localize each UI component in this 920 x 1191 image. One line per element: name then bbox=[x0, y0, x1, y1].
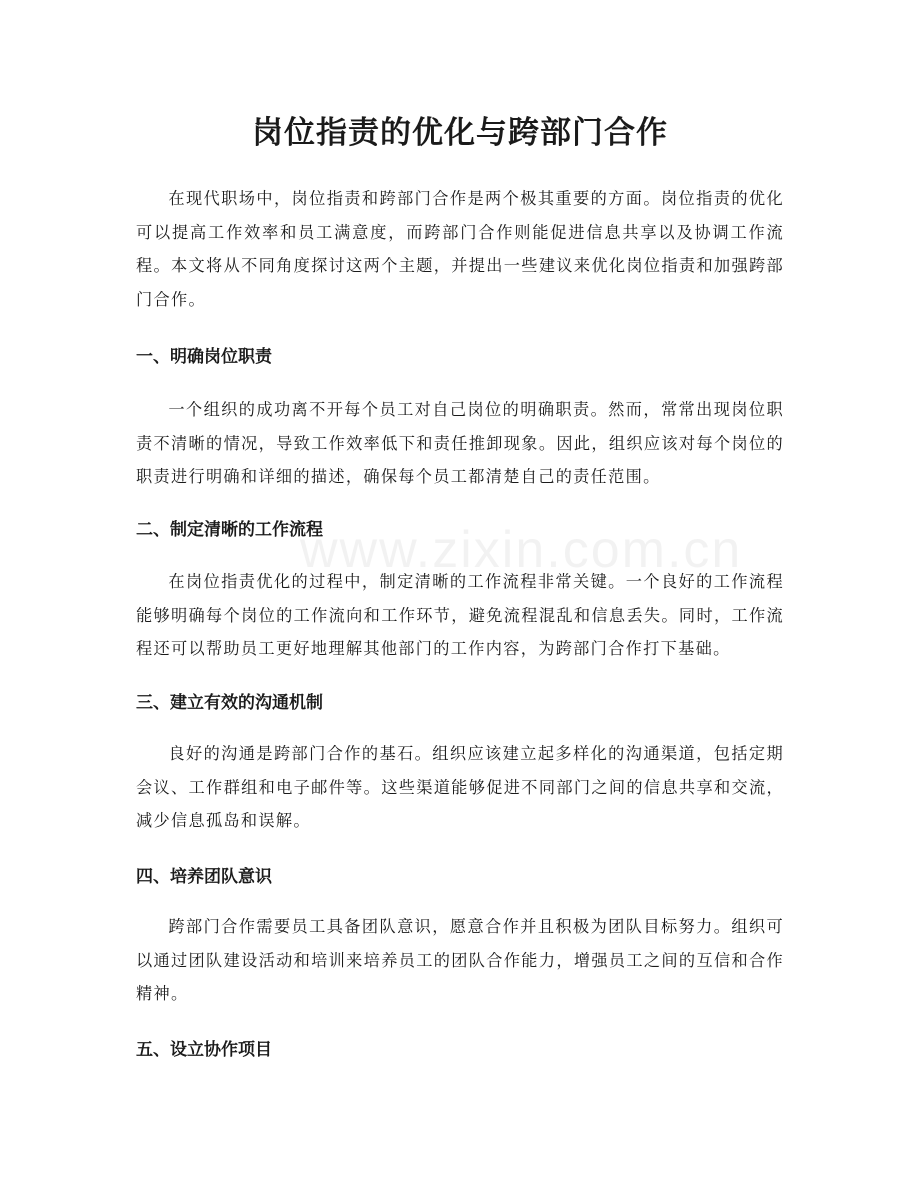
section-heading-5: 五、设立协作项目 bbox=[136, 1040, 272, 1060]
section-body-1: 一个组织的成功离不开每个员工对自己岗位的明确职责。然而，常常出现岗位职责不清晰的情况，导致工作效率低下和责任推卸现象。因此，组织应该对每个岗位的职责进行明确和详细的描述，确保每个员工都清楚自己的责任范围。 bbox=[136, 400, 784, 486]
section-heading-4: 四、培养团队意识 bbox=[136, 867, 272, 887]
section-body-4: 跨部门合作需要员工具备团队意识，愿意合作并且积极为团队目标努力。组织可以通过团队建设活动和培训来培养员工的团队合作能力，增强员工之间的互信和合作精神。 bbox=[136, 917, 784, 1003]
section-body-3: 良好的沟通是跨部门合作的基石。组织应该建立起多样化的沟通渠道，包括定期会议、工作群组和电子邮件等。这些渠道能够促进不同部门之间的信息共享和交流，减少信息孤岛和误解。 bbox=[136, 744, 784, 830]
watermark: www.zixin.com.cn bbox=[300, 521, 743, 579]
intro-paragraph: 在现代职场中，岗位指责和跨部门合作是两个极其重要的方面。岗位指责的优化可以提高工作效率和员工满意度，而跨部门合作则能促进信息共享以及协调工作流程。本文将从不同角度探讨这两个主题，并提出一些建议来优化岗位指责和加强跨部门合作。 bbox=[136, 189, 784, 309]
section-heading-2: 二、制定清晰的工作流程 bbox=[136, 520, 323, 540]
section-heading-3: 三、建立有效的沟通机制 bbox=[136, 693, 323, 713]
document-title: 岗位指责的优化与跨部门合作 bbox=[252, 115, 668, 151]
section-body-2: 在岗位指责优化的过程中，制定清晰的工作流程非常关键。一个良好的工作流程能够明确每个岗位的工作流向和工作环节，避免流程混乱和信息丢失。同时，工作流程还可以帮助员工更好地理解其他部门的工作内容，为跨部门合作打下基础。 bbox=[136, 572, 784, 658]
section-heading-1: 一、明确岗位职责 bbox=[136, 347, 272, 367]
